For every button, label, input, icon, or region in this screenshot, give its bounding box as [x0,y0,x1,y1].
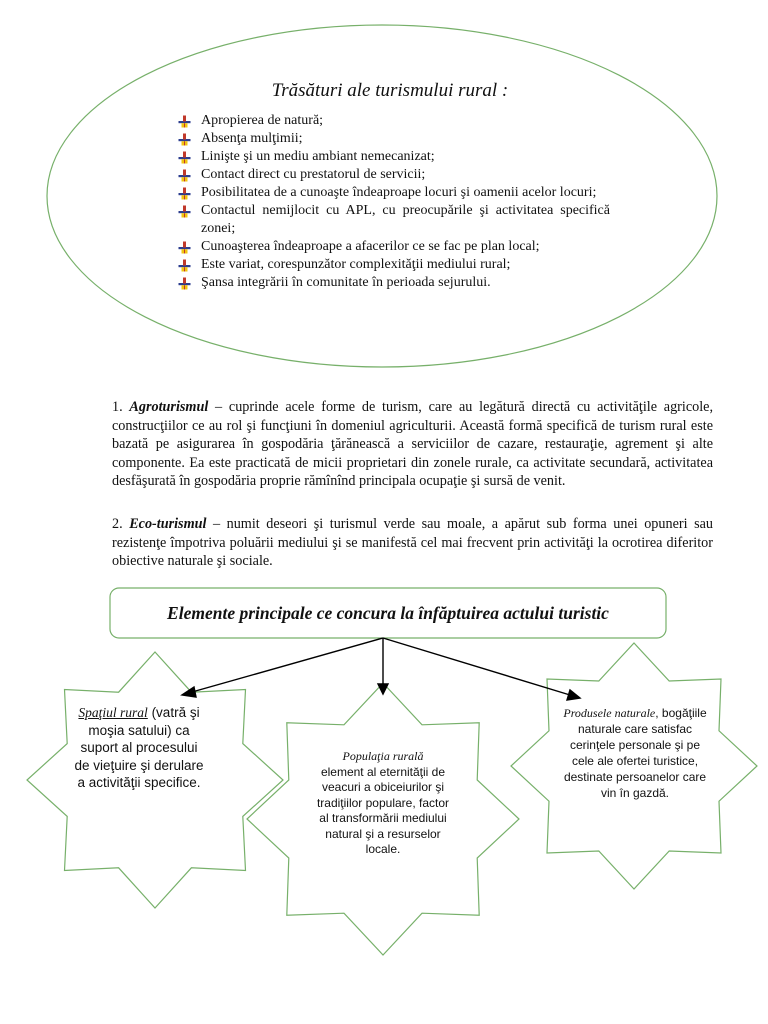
produsele-naturale-title: Produsele naturale [563,706,656,720]
trait-item-text: Linişte şi un mediu ambiant nemecanizat; [201,149,435,164]
trait-item-text: Contact direct cu prestatorul de servicii; [201,167,426,182]
trait-item [178,148,610,166]
populatia-rurala-title: Populaţia rurală [342,749,424,763]
bullet-icon [178,205,191,218]
trait-item [178,166,610,184]
paragraph-number: 1. [112,399,130,415]
trait-item-text: Posibilitatea de a cunoaşte îndeaproape locuri şi oamenii acelor locuri; [201,185,597,200]
spatiul-rural-text: (vatră şi moşia satului) ca suport al procesului de vieţuire şi derulare a activităţii specifice. [74,705,204,790]
bullet-icon [178,241,191,254]
trait-item [178,130,610,148]
bullet-icon [178,169,191,182]
star-left-text [73,704,205,792]
trait-item-text: Apropierea de natură; [201,113,324,128]
trait-item [178,274,610,292]
ecoturism-text: – numit deseori şi turismul verde sau moale, a apărut sub forma unei opuneri sau rezistenţe împotriva poluării mediului şi se manifestă cel mai frecvent prin activităţi la ocrotirea diferitor obiective naturale şi sociale. [112,516,713,569]
trait-item [178,256,610,274]
trait-item [178,184,610,202]
trait-item-text: Cunoaşterea îndeaproape a afacerilor ce se fac pe plan local; [201,239,540,254]
traits-list [178,112,610,292]
arrow-left-line [192,638,383,692]
bullet-icon [178,277,191,290]
spatiul-rural-title: Spaţiul rural [78,705,148,720]
bullet-icon [178,115,191,128]
trait-item [178,112,610,130]
agroturism-text: – cuprinde acele forme de turism, care au legătură directă cu activităţile agricole, construcţiilor ce au rol şi funcţiuni în domeniul agriculturii. Această formă specifică de turism rural este bazată pe asigurarea în gospodăria ţărănească a serviciilor de cazare, restauraţie, agrement şi alte componente. Ea este practicată de micii proprietari din zonele rurale, ca activitate secundară, activitatea desfăşurată în gospodăria proprie rămînînd principala ocupaţie şi sursă de venit. [112,399,714,489]
populatia-rurala-text: element al eternităţii de veacuri a obiceiurilor şi tradiţiilor populare, factor al transformării mediului natural şi a resurselor locale. [316,764,450,856]
ecoturism-paragraph [112,515,713,571]
paragraph-number: 2. [112,516,130,532]
trait-item-text: Absenţa mulţimii; [201,131,303,146]
bullet-icon [178,151,191,164]
star-middle-text [313,749,453,858]
bullet-icon [178,259,191,272]
ecoturism-term: Eco-turismul [129,516,207,532]
trait-item [178,238,610,256]
produsele-naturale-text: , bogăţiile naturale care satisfac cerinţele personale şi pe cele ale ofertei turistice, destinate persoanelor care vin în gazdă. [563,706,707,800]
trait-item-text: Este variat, corespunzător complexităţii mediului rural; [201,257,511,272]
trait-item [178,202,610,238]
agroturism-term: Agroturismul [129,399,209,415]
traits-title: Trăsături ale turismului rural : [271,80,509,101]
star-right-text [560,705,710,801]
trait-item-text: Şansa integrării în comunitate în perioada sejurului. [201,275,491,290]
bullet-icon [178,133,191,146]
trait-item-text: Contactul nemijlocit cu APL, cu preocupările şi activitatea specifică zonei; [201,203,610,236]
main-title: Elemente principale ce concura la înfăptuirea actului turistic [167,602,609,623]
agroturism-paragraph [112,398,713,491]
bullet-icon [178,187,191,200]
arrow-right-line [383,638,570,695]
